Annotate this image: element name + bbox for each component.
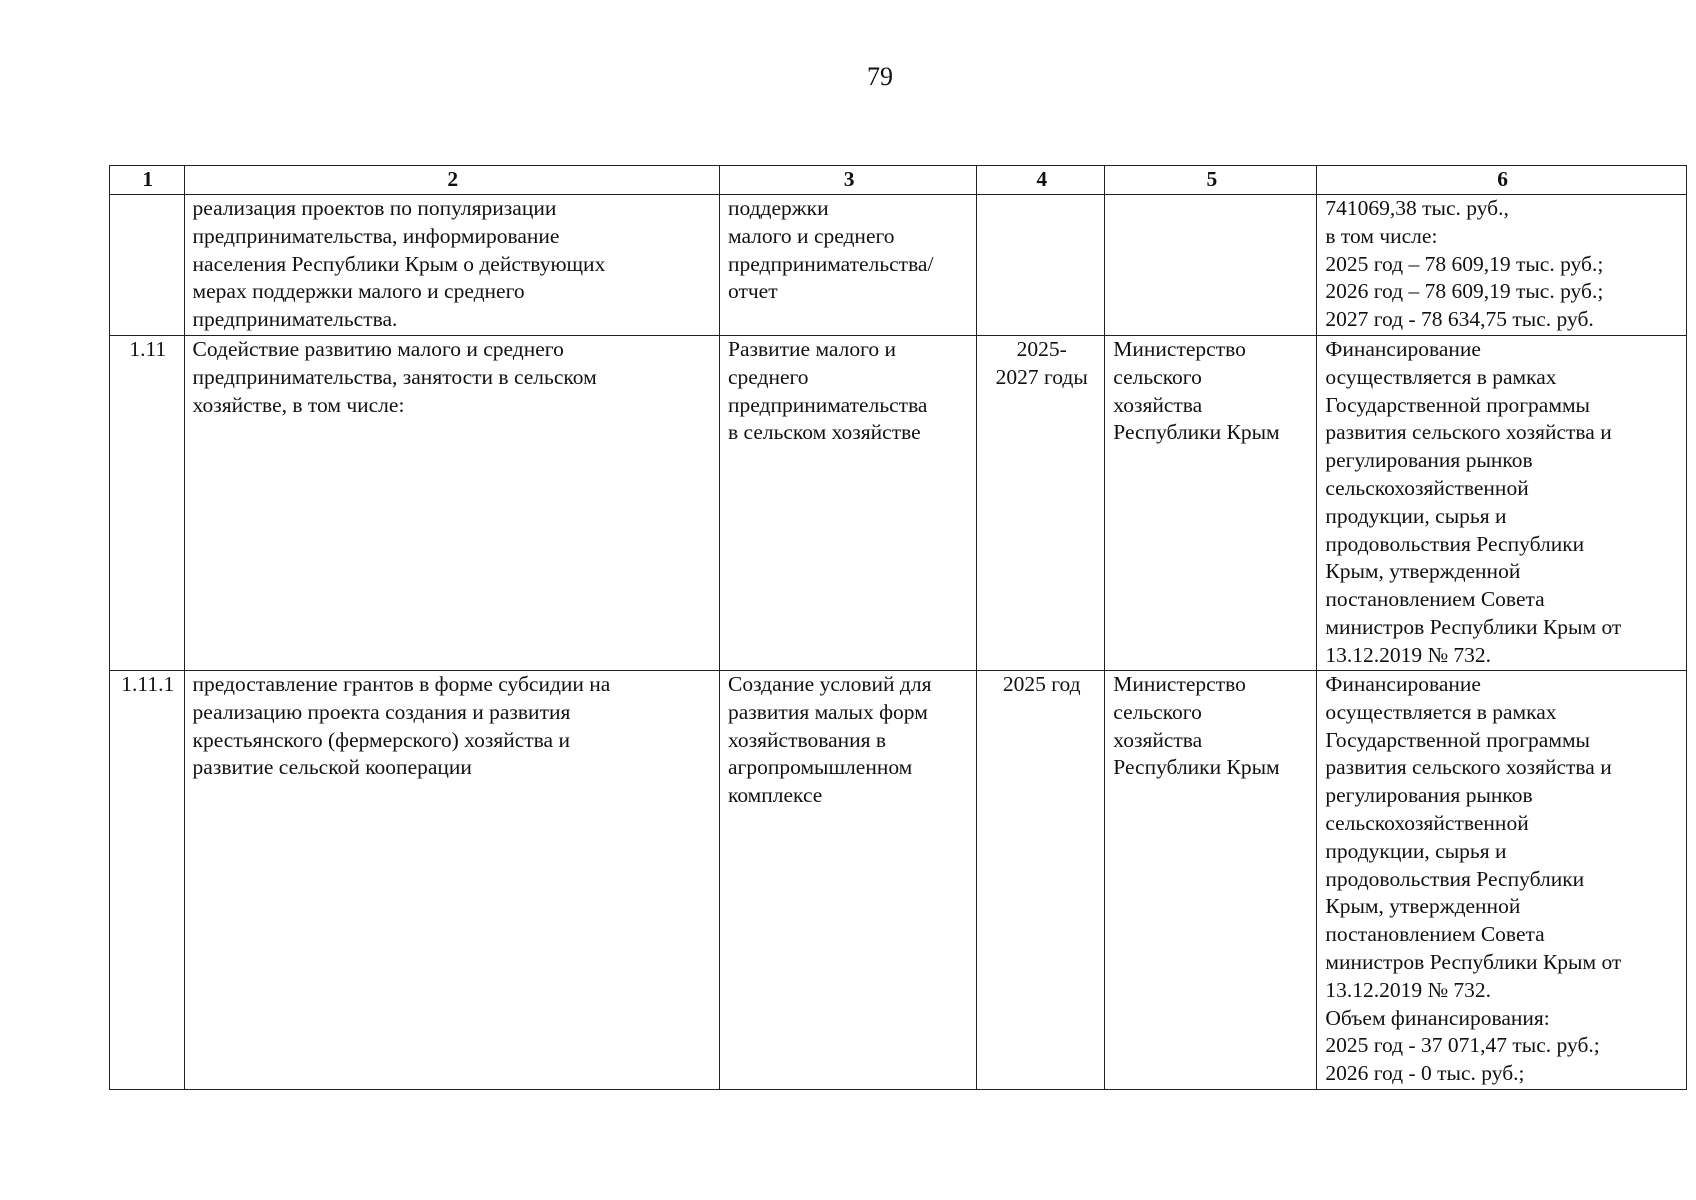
- cell-text-line: агропромышленном: [727, 755, 913, 780]
- cell-text-line: продукции, сырья и: [1325, 503, 1507, 528]
- cell-funding: [1317, 336, 1687, 671]
- cell-text-line: развития сельского хозяйства и: [1325, 755, 1612, 780]
- cell-text-line: Крым, утвержденной: [1325, 559, 1521, 584]
- cell-text-line: Развитие малого и: [727, 337, 897, 361]
- cell-result: [719, 671, 976, 1090]
- plan-table: [109, 165, 1687, 1090]
- cell-activity: [184, 336, 719, 671]
- cell-text-line: сельского: [1113, 364, 1202, 389]
- cell-period: [977, 336, 1105, 671]
- cell-text-line: в том числе:: [1325, 223, 1438, 248]
- cell-text-line: постановлением Совета: [1325, 587, 1545, 612]
- cell-text-line: Крым, утвержденной: [1325, 894, 1521, 919]
- cell-executor: [1105, 336, 1317, 671]
- table-header-row: [110, 166, 1687, 195]
- cell-text-line: Государственной программы: [1325, 727, 1590, 752]
- cell-text-line: хозяйстве, в том числе:: [192, 392, 405, 417]
- cell-text-line: Объем финансирования:: [1325, 1005, 1550, 1030]
- cell-text-line: 2027 год - 78 634,75 тыс. руб.: [1325, 307, 1594, 332]
- cell-text-line: Государственной программы: [1325, 392, 1590, 417]
- cell-number: [110, 195, 185, 336]
- cell-text-line: хозяйства: [1113, 727, 1203, 752]
- cell-period: [977, 671, 1105, 1090]
- cell-text-line: министров Республики Крым от: [1325, 614, 1622, 639]
- page-number: 79: [867, 62, 893, 91]
- cell-text-line: Республики Крым: [1113, 420, 1280, 445]
- cell-text-line: развития сельского хозяйства и: [1325, 420, 1612, 445]
- cell-text-line: хозяйства: [1113, 392, 1203, 417]
- table-row: [110, 671, 1687, 1090]
- cell-text-line: комплексе: [727, 783, 823, 808]
- cell-text-line: министров Республики Крым от: [1325, 949, 1622, 974]
- cell-text-line: постановлением Совета: [1325, 922, 1545, 947]
- cell-text-line: Министерство: [1113, 337, 1246, 361]
- cell-text-line: 2025 год - 37 071,47 тыс. руб.;: [1325, 1033, 1600, 1058]
- cell-text-line: осуществляется в рамках: [1325, 364, 1557, 389]
- cell-result: [719, 336, 976, 671]
- cell-text-line: продукции, сырья и: [1325, 838, 1507, 863]
- header-col-5: 5: [1105, 166, 1317, 195]
- cell-funding: [1317, 671, 1687, 1090]
- cell-text-line: развитие сельской кооперации: [192, 755, 472, 780]
- cell-text-line: сельского: [1113, 699, 1202, 724]
- cell-text-line: развития малых форм: [727, 699, 928, 724]
- table-row: [110, 195, 1687, 336]
- cell-executor: [1105, 671, 1317, 1090]
- cell-text-line: реализация проектов по популяризации: [192, 196, 557, 220]
- header-col-2: 2: [184, 166, 719, 195]
- cell-text-line: Финансирование: [1325, 672, 1481, 696]
- cell-text-line: мерах поддержки малого и среднего: [192, 279, 525, 304]
- cell-number: 1.11: [110, 336, 185, 671]
- cell-text-line: Создание условий для: [727, 672, 932, 696]
- cell-text-line: в сельском хозяйстве: [727, 420, 921, 445]
- cell-text-line: хозяйствования в: [727, 727, 887, 752]
- cell-text-line: поддержки: [727, 196, 829, 220]
- cell-text-line: 13.12.2019 № 732.: [1325, 977, 1491, 1002]
- cell-text-line: малого и среднего: [727, 223, 895, 248]
- cell-text-line: населения Республики Крым о действующих: [192, 251, 606, 276]
- cell-text-line: 2026 год – 78 609,19 тыс. руб.;: [1325, 279, 1604, 304]
- cell-executor: [1105, 195, 1317, 336]
- cell-text-line: предпринимательства.: [192, 307, 398, 332]
- cell-period: [977, 195, 1105, 336]
- header-col-4: 4: [977, 166, 1105, 195]
- cell-text-line: 2025 год: [1002, 672, 1081, 696]
- header-col-1: 1: [110, 166, 185, 195]
- cell-text-line: 2025-: [1016, 337, 1067, 361]
- header-col-3: 3: [719, 166, 976, 195]
- cell-text-line: реализацию проекта создания и развития: [192, 699, 571, 724]
- cell-text-line: продовольствия Республики: [1325, 866, 1585, 891]
- cell-text-line: Министерство: [1113, 672, 1246, 696]
- cell-text-line: среднего: [727, 364, 809, 389]
- cell-text-line: 2025 год – 78 609,19 тыс. руб.;: [1325, 251, 1604, 276]
- cell-text-line: 741069,38 тыс. руб.,: [1325, 196, 1509, 220]
- cell-text-line: Республики Крым: [1113, 755, 1280, 780]
- cell-text-line: крестьянского (фермерского) хозяйства и: [192, 727, 570, 752]
- cell-text-line: предпринимательства, информирование: [192, 223, 560, 248]
- cell-result: [719, 195, 976, 336]
- cell-text-line: Финансирование: [1325, 337, 1481, 361]
- cell-text-line: осуществляется в рамках: [1325, 699, 1557, 724]
- cell-text-line: предоставление грантов в форме субсидии на: [192, 672, 611, 696]
- cell-number: 1.11.1: [110, 671, 185, 1090]
- cell-funding: [1317, 195, 1687, 336]
- cell-text-line: отчет: [727, 279, 778, 304]
- cell-text-line: 13.12.2019 № 732.: [1325, 642, 1491, 667]
- cell-text-line: 2027 годы: [995, 364, 1088, 389]
- cell-text-line: предпринимательства, занятости в сельском: [192, 364, 597, 389]
- header-col-6: 6: [1317, 166, 1687, 195]
- table-row: [110, 336, 1687, 671]
- cell-text-line: предпринимательства/: [727, 251, 934, 276]
- cell-text-line: продовольствия Республики: [1325, 531, 1585, 556]
- cell-activity: [184, 671, 719, 1090]
- cell-text-line: предпринимательства: [727, 392, 928, 417]
- cell-text-line: 2026 год - 0 тыс. руб.;: [1325, 1061, 1525, 1086]
- cell-text-line: регулирования рынков: [1325, 448, 1533, 473]
- cell-text-line: регулирования рынков: [1325, 783, 1533, 808]
- cell-text-line: Содействие развитию малого и среднего: [192, 337, 564, 361]
- cell-text-line: сельскохозяйственной: [1325, 810, 1529, 835]
- cell-activity: [184, 195, 719, 336]
- cell-text-line: сельскохозяйственной: [1325, 475, 1529, 500]
